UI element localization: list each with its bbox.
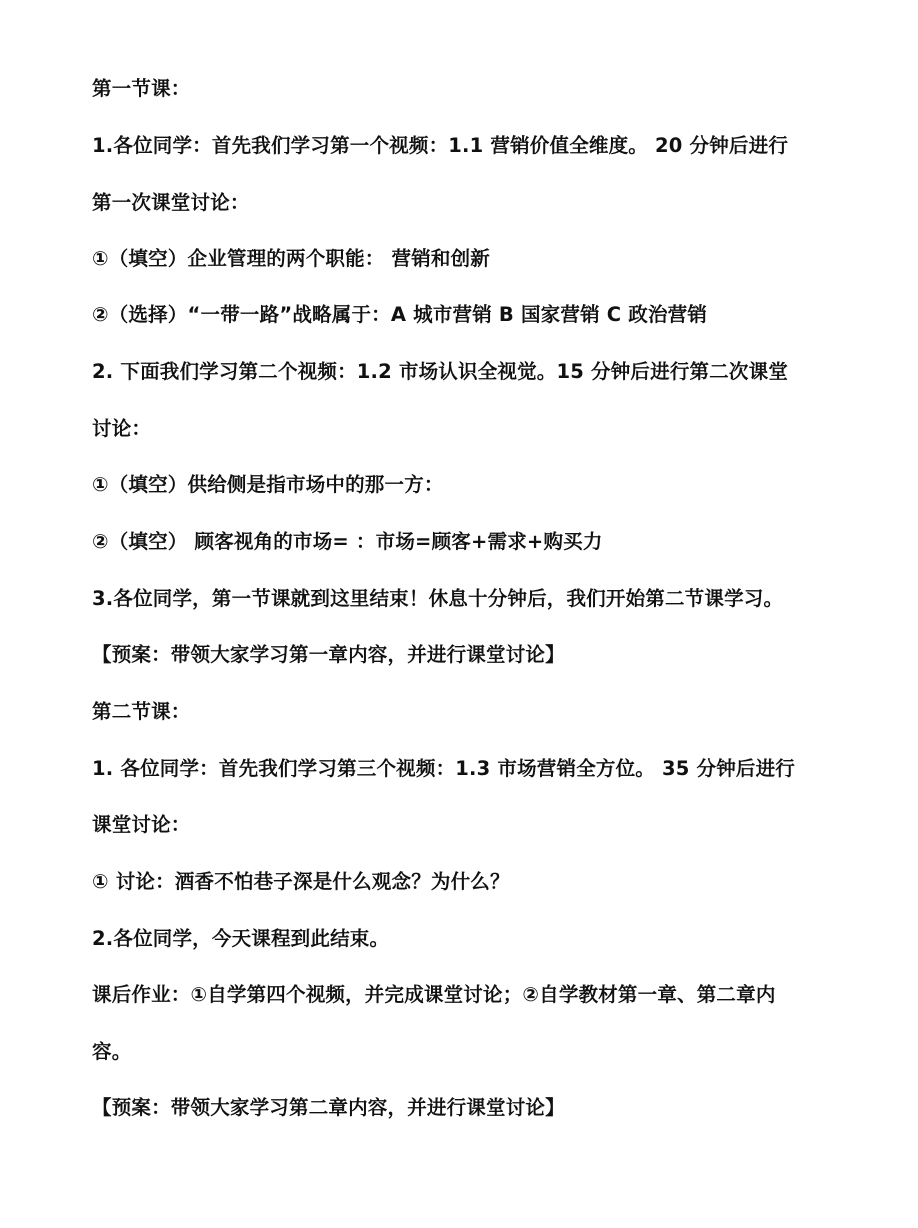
question-2-1: ①（填空）供给侧是指市场中的那一方： [92,473,444,496]
paragraph-video-1-cont: 第一次课堂讨论： [92,191,250,214]
homework-paragraph-cont: 容。 [92,1040,132,1063]
homework-paragraph: 课后作业：①自学第四个视频，并完成课堂讨论；②自学教材第一章、第二章内 [92,983,776,1006]
question-2-2: ②（填空） 顾客视角的市场= ：市场=顾客+需求+购买力 [92,530,603,553]
paragraph-video-2: 2. 下面我们学习第二个视频：1.2 市场认识全视觉。15 分钟后进行第二次课堂 [92,360,789,383]
plan-note-2: 【预案：带领大家学习第二章内容，并进行课堂讨论】 [92,1096,565,1119]
paragraph-course-end: 2.各位同学，今天课程到此结束。 [92,927,390,950]
question-1-1: ①（填空）企业管理的两个职能： 营销和创新 [92,247,490,270]
section-heading-lesson-2: 第二节课： [92,700,191,723]
paragraph-video-2-cont: 讨论： [92,417,152,440]
section-heading-lesson-1: 第一节课： [92,77,191,100]
paragraph-video-3-cont: 课堂讨论： [92,813,191,836]
paragraph-lesson-1-end: 3.各位同学，第一节课就到这里结束！休息十分钟后，我们开始第二节课学习。 [92,587,784,610]
plan-note-1: 【预案：带领大家学习第一章内容，并进行课堂讨论】 [92,643,565,666]
paragraph-video-3: 1. 各位同学：首先我们学习第三个视频：1.3 市场营销全方位。 35 分钟后进行 [92,757,796,780]
paragraph-video-1: 1.各位同学：首先我们学习第一个视频：1.1 营销价值全维度。 20 分钟后进行 [92,134,789,157]
question-1-2: ②（选择）“一带一路”战略属于：A 城市营销 B 国家营销 C 政治营销 [92,303,708,326]
question-3-1: ① 讨论：酒香不怕巷子深是什么观念？为什么？ [92,870,510,893]
